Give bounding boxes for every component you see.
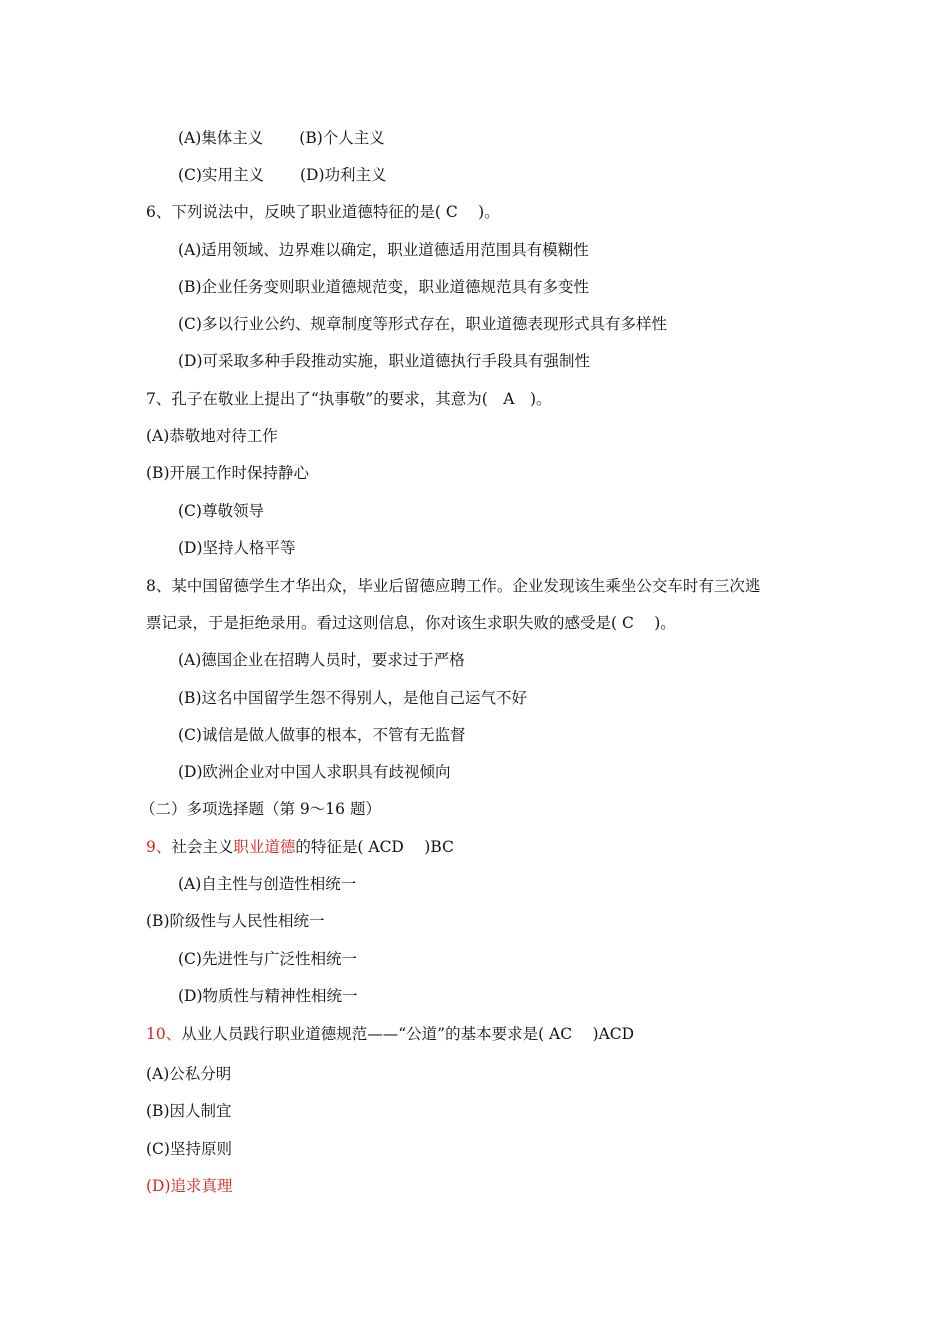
q6-option-c: (C)多以行业公约、规章制度等形式存在，职业道德表现形式具有多样性	[178, 315, 667, 333]
q9-number: 9、	[146, 838, 172, 856]
q10-option-a: (A)公私分明	[146, 1065, 232, 1083]
q10-stem-text: 从业人员践行职业道德规范——“公道”的基本要求是( AC )ACD	[181, 1025, 635, 1043]
q9-option-c: (C)先进性与广泛性相统一	[178, 950, 357, 968]
q8-option-b: (B)这名中国留学生怨不得别人，是他自己运气不好	[178, 689, 527, 707]
q7-option-b: (B)开展工作时保持静心	[146, 464, 309, 482]
q9-stem-post: 的特征是( ACD )BC	[295, 838, 454, 856]
q5-option-b: (B)个人主义	[299, 129, 385, 147]
q5-option-a: (A)集体主义	[178, 129, 264, 147]
q8-stem-line-2: 票记录，于是拒绝录用。看过这则信息，你对该生求职失败的感受是( C )。	[146, 614, 676, 632]
q10-option-b: (B)因人制宜	[146, 1102, 232, 1120]
q6-option-d: (D)可采取多种手段推动实施，职业道德执行手段具有强制性	[178, 352, 591, 370]
q10-option-d: (D)追求真理	[146, 1177, 233, 1195]
q9-stem	[146, 837, 454, 857]
q9-option-b: (B)阶级性与人民性相统一	[146, 912, 325, 930]
q7-option-c: (C)尊敬领导	[178, 502, 264, 520]
q6-option-a: (A)适用领域、边界难以确定，职业道德适用范围具有模糊性	[178, 241, 589, 259]
q6-stem: 6、下列说法中，反映了职业道德特征的是( C )。	[146, 203, 500, 221]
q5-option-d: (D)功利主义	[299, 166, 387, 184]
q7-option-a: (A)恭敬地对待工作	[146, 427, 278, 445]
q8-option-d: (D)欧洲企业对中国人求职具有歧视倾向	[178, 763, 451, 781]
q9-stem-highlight: 职业道德	[233, 838, 296, 856]
q8-option-c: (C)诚信是做人做事的根本，不管有无监督	[178, 726, 466, 744]
q5-option-c: (C)实用主义	[178, 166, 264, 184]
q5-option-row-2	[178, 165, 387, 185]
q9-option-a: (A)自主性与创造性相统一	[178, 875, 357, 893]
q7-stem: 7、孔子在敬业上提出了“执事敬”的要求，其意为( A )。	[146, 390, 552, 408]
q6-option-b: (B)企业任务变则职业道德规范变，职业道德规范具有多变性	[178, 278, 589, 296]
section-heading-multiple-choice: （二）多项选择题（第 9～16 题）	[140, 800, 381, 818]
q10-stem	[146, 1024, 634, 1044]
q8-stem-line-1: 8、某中国留德学生才华出众，毕业后留德应聘工作。企业发现该生乘坐公交车时有三次逃	[146, 577, 761, 595]
q10-number: 10、	[146, 1025, 182, 1043]
q9-option-d: (D)物质性与精神性相统一	[178, 987, 358, 1005]
q9-stem-pre: 社会主义	[171, 838, 234, 856]
q5-option-row-1	[178, 128, 385, 148]
q10-option-c: (C)坚持原则	[146, 1140, 232, 1158]
q8-option-a: (A)德国企业在招聘人员时，要求过于严格	[178, 651, 465, 669]
q7-option-d: (D)坚持人格平等	[178, 539, 296, 557]
